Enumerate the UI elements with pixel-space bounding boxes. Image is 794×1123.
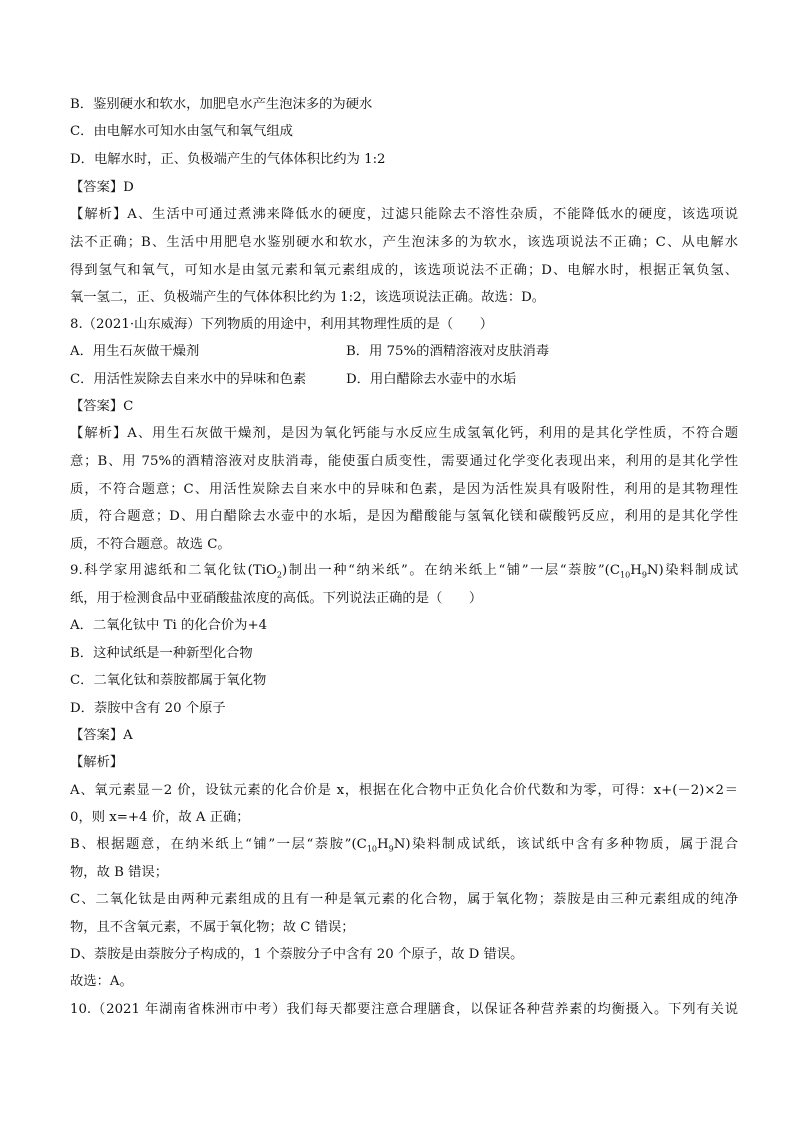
- analysis-q7-line4: 氧一氢二，正、负极端产生的气体体积比约为 1:2，该选项说法正确。故选：D。: [70, 290, 546, 305]
- answer-q7: 【答案】D: [70, 180, 134, 195]
- option-b-q7: B．鉴别硬水和软水，加肥皂水产生泡沫多的为硬水: [70, 97, 373, 112]
- option-c-q9: C．二氧化钛和萘胺都属于氧化物: [70, 673, 267, 688]
- analysis-q8-line5: 质，不符合题意。故选 C。: [70, 537, 231, 552]
- analysis-q8-line4: 质，符合题意；D、用白醋除去水壶中的水垢，是因为醋酸能与氢氧化镁和碳酸钙反应，利用的是其化学性: [70, 509, 738, 524]
- question-10-line1: 10.（2021 年湖南省株洲市中考）我们每天都要注意合理膳食，以保证各种营养素的均衡摄入。下列有关说: [70, 1002, 738, 1017]
- question-8: 8.（2021·山东威海）下列物质的用途中，利用其物理性质的是（ ）: [70, 317, 494, 332]
- option-d-q8: D．用白醋除去水壶中的水垢: [346, 372, 517, 387]
- option-a-q8: A．用生石灰做干燥剂: [70, 344, 200, 359]
- analysis-q8-line3: 质，不符合题意；C、用活性炭除去自来水中的异味和色素，是因为活性炭具有吸附性，利用的是其物理性: [70, 482, 738, 497]
- answer-q9-final: 故选：A。: [70, 974, 133, 989]
- question-9-line1: 9.科学家用滤纸和二氧化钛(TiO$_2$)制出一种“纳米纸”。在纳米纸上“铺”一层“萘胺$”(C_{10}H_9N)$染料制成试: [70, 563, 738, 580]
- option-c-q7: C．由电解水可知水由氢气和氧气组成: [70, 124, 293, 139]
- analysis-q9-b-line2: 物，故 B 错误；: [70, 865, 169, 880]
- option-d-q7: D．电解水时，正、负极端产生的气体体积比约为 1:2: [70, 152, 386, 167]
- option-a-q9: A．二氧化钛中 Ti 的化合价为+4: [70, 618, 268, 633]
- answer-q8: 【答案】C: [70, 399, 134, 414]
- question-9-line2: 纸，用于检测食品中亚硝酸盐浓度的高低。下列说法正确的是（ ）: [70, 591, 483, 606]
- analysis-q9-d: D、萘胺是由萘胺分子构成的，1 个萘胺分子中含有 20 个原子，故 D 错误。: [70, 947, 524, 962]
- analysis-q7-line1: 【解析】A、生活中可通过煮沸来降低水的硬度，过滤只能除去不溶性杂质，不能降低水的硬度，该选项说: [70, 207, 738, 222]
- answer-q9: 【答案】A: [70, 728, 133, 743]
- option-c-q8: C．用活性炭除去自来水中的异味和色素: [70, 372, 307, 387]
- analysis-q9-b-line1: B、根据题意，在纳米纸上“铺”一层“萘胺$”(C_{10}H_9N)$染料制成试纸，该试纸中含有多种物质，属于混合: [70, 837, 738, 854]
- options-ab-q8: [70, 343, 738, 361]
- analysis-q7-line3: 得到氢气和氧气，可知水是由氢元素和氧元素组成的，该选项说法不正确；D、电解水时，根据正氧负氢、: [70, 263, 738, 278]
- analysis-q9-heading: 【解析】: [70, 755, 124, 770]
- option-b-q8: B．用 75%的酒精溶液对皮肤消毒: [346, 344, 550, 359]
- analysis-q9-c-line1: C、二氧化钛是由两种元素组成的且有一种是氧元素的化合物，属于氧化物；萘胺是由三种元素组成的纯净: [70, 892, 738, 907]
- analysis-q7-line2: 法不正确；B、生活中用肥皂水鉴别硬水和软水，产生泡沫多的为软水，该选项说法不正确；C、从电解水: [70, 235, 738, 250]
- analysis-q9-a-line2: 0，则 x=+4 价，故 A 正确；: [70, 810, 250, 825]
- analysis-q9-c-line2: 物，且不含氧元素，不属于氧化物；故 C 错误；: [70, 920, 355, 935]
- options-cd-q8: [70, 371, 738, 389]
- option-d-q9: D．萘胺中含有 20 个原子: [70, 701, 226, 716]
- option-b-q9: B．这种试纸是一种新型化合物: [70, 646, 253, 661]
- analysis-q8-line2: 意；B、用 75%的酒精溶液对皮肤消毒，能使蛋白质变性，需要通过化学变化表现出来，利用的是其化学性: [70, 454, 738, 469]
- analysis-q9-a-line1: A、氧元素显－2 价，设钛元素的化合价是 x，根据在化合物中正负化合价代数和为零，可得：x+(－2)×2＝: [70, 783, 738, 798]
- analysis-q8-line1: 【解析】A、用生石灰做干燥剂，是因为氧化钙能与水反应生成氢氧化钙，利用的是其化学性质，不符合题: [70, 426, 738, 441]
